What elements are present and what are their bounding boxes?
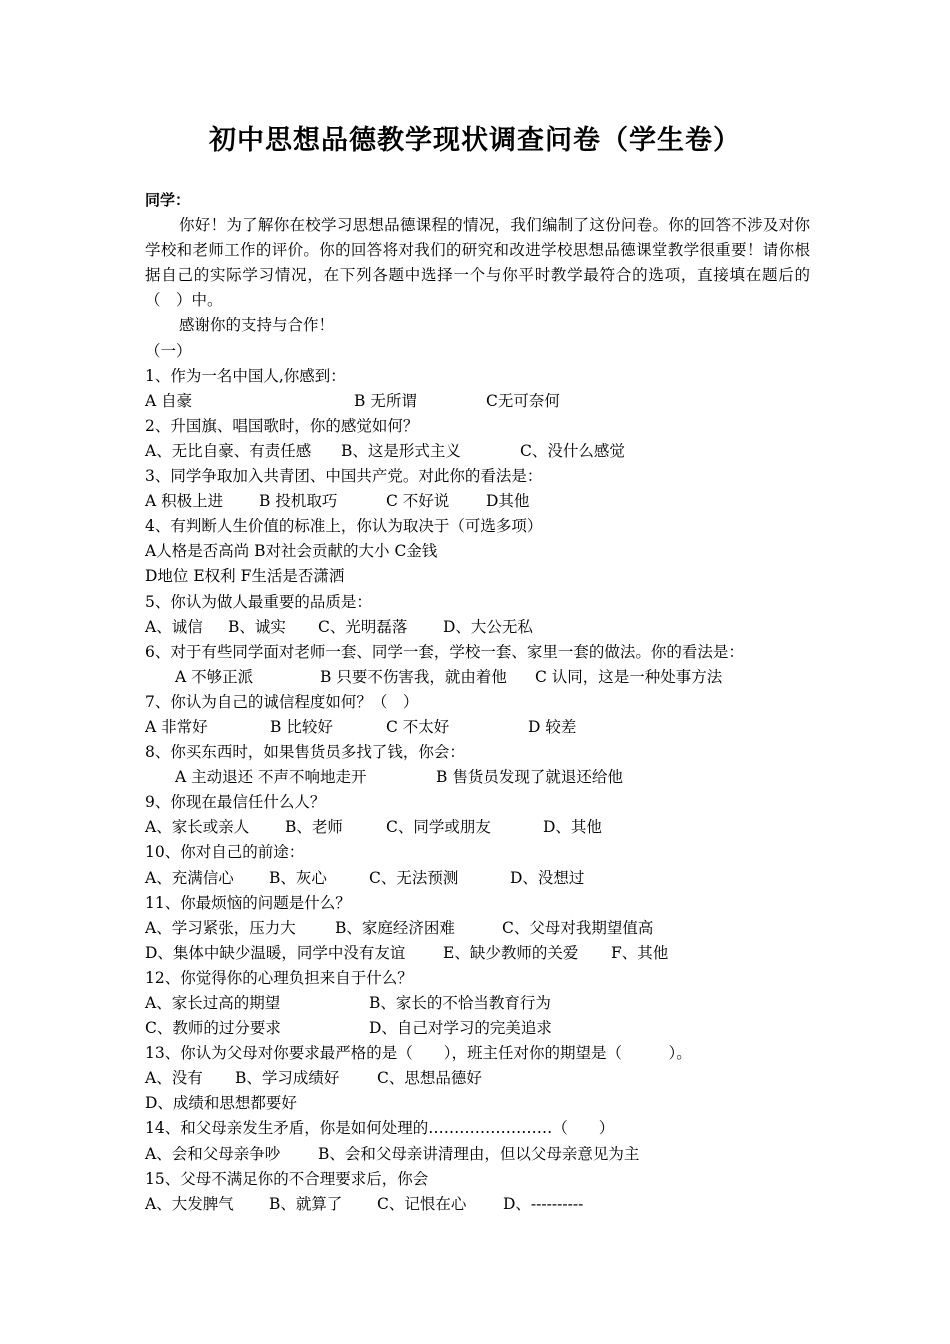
- option: A 不够正派: [175, 667, 254, 686]
- question-12: 12、你觉得你的心理负担来自于什么？: [145, 968, 413, 987]
- options-15: [145, 1192, 810, 1217]
- option: B 投机取巧: [259, 492, 338, 511]
- options-14: [145, 1142, 810, 1167]
- option: A、学习紧张，压力大: [145, 918, 296, 937]
- option: B、家长的不恰当教育行为: [369, 994, 551, 1012]
- option: A、家长或亲人: [145, 818, 250, 837]
- document-body: [145, 188, 810, 1217]
- question-1: 1、作为一名中国人,你感到：: [145, 366, 346, 385]
- option: E、缺少教师的关爱: [443, 943, 579, 962]
- option: B 无所谓: [354, 391, 417, 410]
- option: C、无法预测: [369, 868, 459, 887]
- option: A 主动退还 不声不响地走开: [175, 768, 367, 787]
- options-9: [145, 815, 810, 840]
- options-1: [145, 389, 810, 414]
- thanks-line: 感谢你的支持与合作！: [179, 316, 335, 335]
- options-7: [145, 715, 810, 740]
- question-3: 3、同学争取加入共青团、中国共产党。对此你的看法是：: [145, 467, 543, 486]
- option: C、思想品德好: [377, 1069, 482, 1088]
- option: B 售货员发现了就退还给他: [436, 768, 623, 787]
- options-3: [145, 489, 810, 514]
- question-11: 11、你最烦恼的问题是什么？: [145, 893, 351, 912]
- option: A、会和父母亲争吵: [145, 1144, 281, 1163]
- option: B、这是形式主义: [341, 441, 461, 460]
- option: D、集体中缺少温暖，同学中没有友谊: [145, 943, 406, 962]
- option: C、光明磊落: [318, 617, 408, 636]
- option: D 较差: [528, 717, 577, 736]
- option: B、灰心: [269, 868, 327, 887]
- question-5: 5、你认为做人最重要的品质是：: [145, 592, 372, 611]
- question-6: 6、对于有些同学面对老师一套、同学一套，学校一套、家里一套的做法。你的看法是：: [145, 642, 744, 661]
- options-10: [145, 866, 810, 891]
- option: D其他: [486, 492, 530, 511]
- option: C、没什么感觉: [520, 441, 625, 460]
- options-13a: [145, 1066, 810, 1091]
- option: B、家庭经济困难: [335, 918, 455, 937]
- options-8: [145, 765, 810, 790]
- intro-paragraph: 你好！为了解你在校学习思想品德课程的情况，我们编制了这份问卷。你的回答不涉及对你学校和老师工作的评价。你的回答将对我们的研究和改进学校思想品德课堂教学很重要！请你根据自己的实际学习情况，在下列各题中选择一个与你平时教学最符合的选项，直接填在题后的（ ）中。: [145, 216, 810, 310]
- option: D、大公无私: [443, 617, 533, 636]
- options-12b: [145, 1016, 810, 1041]
- option: B、老师: [285, 818, 343, 837]
- question-15: 15、父母不满足你的不合理要求后，你会: [145, 1169, 429, 1188]
- option: A 自豪: [145, 391, 193, 410]
- option: D、其他: [543, 818, 602, 837]
- options-13b: D、成绩和思想都要好: [145, 1094, 297, 1113]
- option: B 比较好: [270, 717, 333, 736]
- option: B、就算了: [269, 1194, 343, 1213]
- option: C、同学或朋友: [386, 818, 491, 837]
- option: B、学习成绩好: [235, 1069, 340, 1088]
- question-8: 8、你买东西时，如果售货员多找了钱，你会：: [145, 743, 465, 762]
- options-11b: [145, 941, 810, 966]
- options-5: [145, 615, 810, 640]
- option: A、没有: [145, 1069, 203, 1088]
- option: B、诚实: [228, 617, 286, 636]
- document-title: 初中思想品德教学现状调查问卷（学生卷）: [209, 125, 741, 156]
- option: C无可奈何: [486, 391, 560, 410]
- option: C 不太好: [386, 717, 450, 736]
- option: D、----------: [503, 1194, 584, 1213]
- option: C、父母对我期望值高: [502, 918, 654, 937]
- question-10: 10、你对自己的前途：: [145, 843, 305, 862]
- option: F、其他: [611, 943, 669, 962]
- option: D、没想过: [510, 868, 585, 887]
- option: D、自己对学习的完美追求: [369, 1019, 552, 1038]
- option: A、无比自豪、有责任感: [145, 441, 312, 460]
- question-13: 13、你认为父母对你要求最严格的是（ ），班主任对你的期望是（ ）。: [145, 1044, 692, 1063]
- question-7: 7、你认为自己的诚信程度如何？（ ）: [145, 692, 419, 711]
- question-4: 4、有判断人生价值的标准上，你认为取决于（可选多项）: [145, 517, 543, 536]
- question-9: 9、你现在最信任什么人？: [145, 793, 326, 812]
- option: B、会和父母亲讲清理由，但以父母亲意见为主: [318, 1144, 640, 1163]
- option: A、家长过高的期望: [145, 994, 281, 1012]
- option: A 非常好: [145, 717, 208, 736]
- question-14: 14、和父母亲发生矛盾，你是如何处理的……………………（ ）: [145, 1119, 615, 1138]
- options-2: [145, 439, 810, 464]
- options-4b: D地位 E权利 F生活是否潇洒: [145, 567, 345, 586]
- option: A、诚信: [145, 617, 203, 636]
- option: A 积极上进: [145, 492, 224, 511]
- options-11a: [145, 916, 810, 941]
- option: C 认同，这是一种处事方法: [535, 667, 723, 686]
- section-heading: （一）: [145, 341, 192, 360]
- options-6: [145, 665, 810, 690]
- option: C、记恨在心: [377, 1194, 467, 1213]
- option: A、大发脾气: [145, 1194, 234, 1213]
- option: C 不好说: [386, 492, 450, 511]
- option: A、充满信心: [145, 868, 234, 887]
- options-12a: [145, 991, 810, 1016]
- option: B 只要不伤害我，就由着他: [320, 667, 507, 686]
- option: C、教师的过分要求: [145, 1019, 281, 1038]
- greeting: 同学：: [145, 191, 191, 209]
- question-2: 2、升国旗、唱国歌时，你的感觉如何？: [145, 416, 419, 435]
- options-4a: A人格是否高尚 B对社会贡献的大小 C金钱: [145, 542, 438, 561]
